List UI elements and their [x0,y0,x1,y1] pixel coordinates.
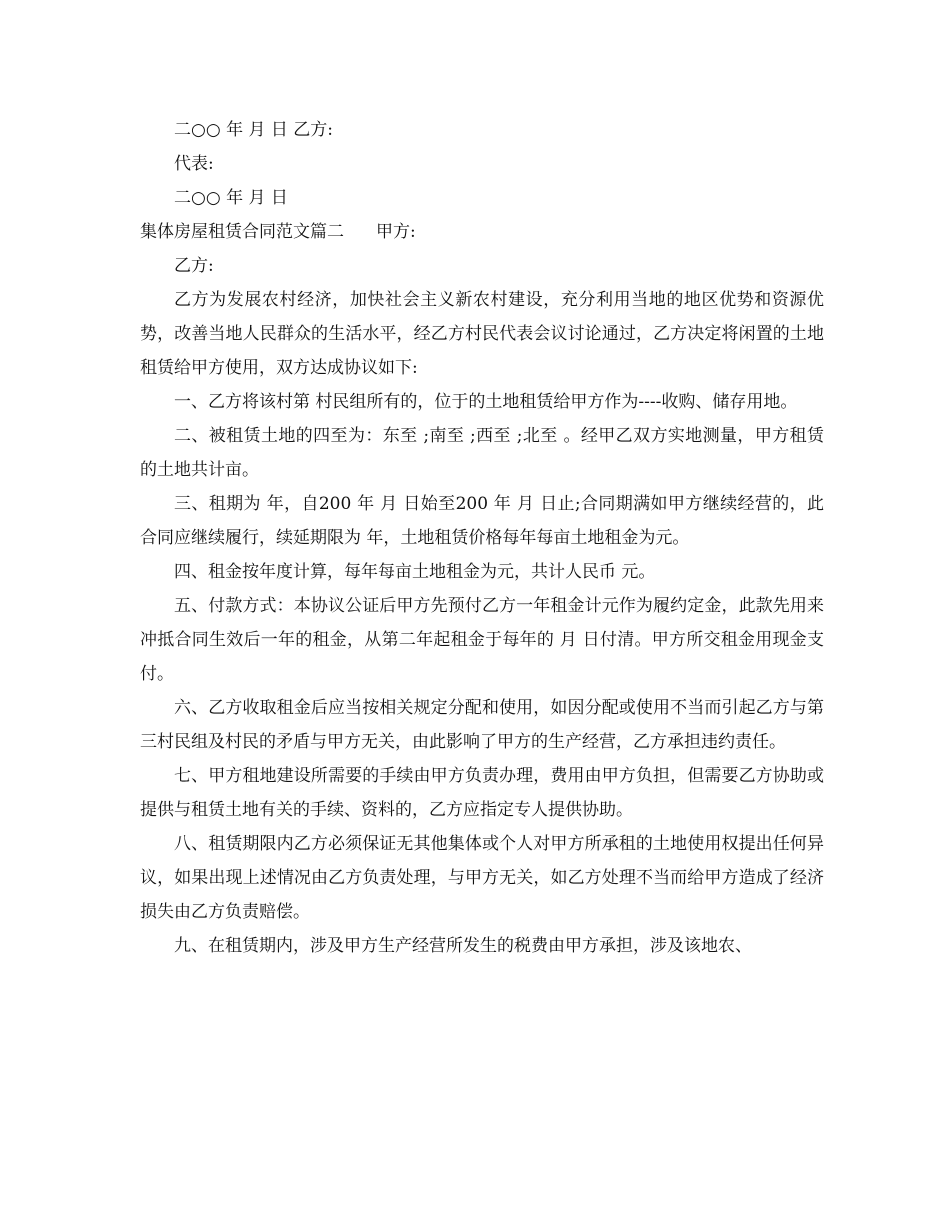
header-date-line-2: 二○○ 年 月 日 [174,188,288,208]
clause-7-paragraph: 七、甲方租地建设所需要的手续由甲方负责办理，费用由甲方负担，但需要乙方协助或提供与租赁土地有关的手续、资料的，乙方应指定专人提供协助。 [140,766,824,820]
clause-4-paragraph: 四、租金按年度计算，每年每亩土地租金为元，共计人民币 元。 [174,562,656,582]
clause-3-paragraph: 三、租期为 年，自200 年 月 日始至200 年 月 日止;合同期满如甲方继续经营的，此合同应继续履行，续延期限为 年，土地租赁价格每年每亩土地租金为元。 [140,494,824,548]
clause-9-paragraph: 九、在租赁期内，涉及甲方生产经营所发生的税费由甲方承担，涉及该地农、 [174,936,752,956]
section-heading-line [140,215,824,249]
party-a-label: 甲方: [376,222,416,242]
clause-1-paragraph: 一、乙方将该村第 村民组所有的，位于的土地租赁给甲方作为----收购、储存用地。 [174,392,798,412]
section-title: 集体房屋租赁合同范文篇二 [140,222,344,242]
header-representative-line: 代表: [174,154,214,174]
clause-2-paragraph: 二、被租赁土地的四至为：东至 ;南至 ;西至 ;北至 。经甲乙双方实地测量，甲方租赁的土地共计亩。 [140,426,824,480]
clause-6-paragraph: 六、乙方收取租金后应当按相关规定分配和使用，如因分配或使用不当而引起乙方与第三村民组及村民的矛盾与甲方无关，由此影响了甲方的生产经营，乙方承担违约责任。 [140,698,824,752]
document-body [140,113,824,963]
preamble-paragraph: 乙方为发展农村经济，加快社会主义新农村建设，充分利用当地的地区优势和资源优势，改善当地人民群众的生活水平，经乙方村民代表会议讨论通过，乙方决定将闲置的土地租赁给甲方使用，双方达成协议如下: [140,290,824,378]
clause-5-paragraph: 五、付款方式：本协议公证后甲方先预付乙方一年租金计元作为履约定金，此款先用来冲抵合同生效后一年的租金，从第二年起租金于每年的 月 日付清。甲方所交租金用现金支付。 [140,596,824,684]
party-b-label: 乙方: [174,256,214,276]
header-date-line: 二○○ 年 月 日 乙方: [174,120,334,140]
clause-8-paragraph: 八、租赁期限内乙方必须保证无其他集体或个人对甲方所承租的土地使用权提出任何异议，如果出现上述情况由乙方负责处理，与甲方无关，如乙方处理不当而给甲方造成了经济损失由乙方负责赔偿。 [140,834,824,922]
